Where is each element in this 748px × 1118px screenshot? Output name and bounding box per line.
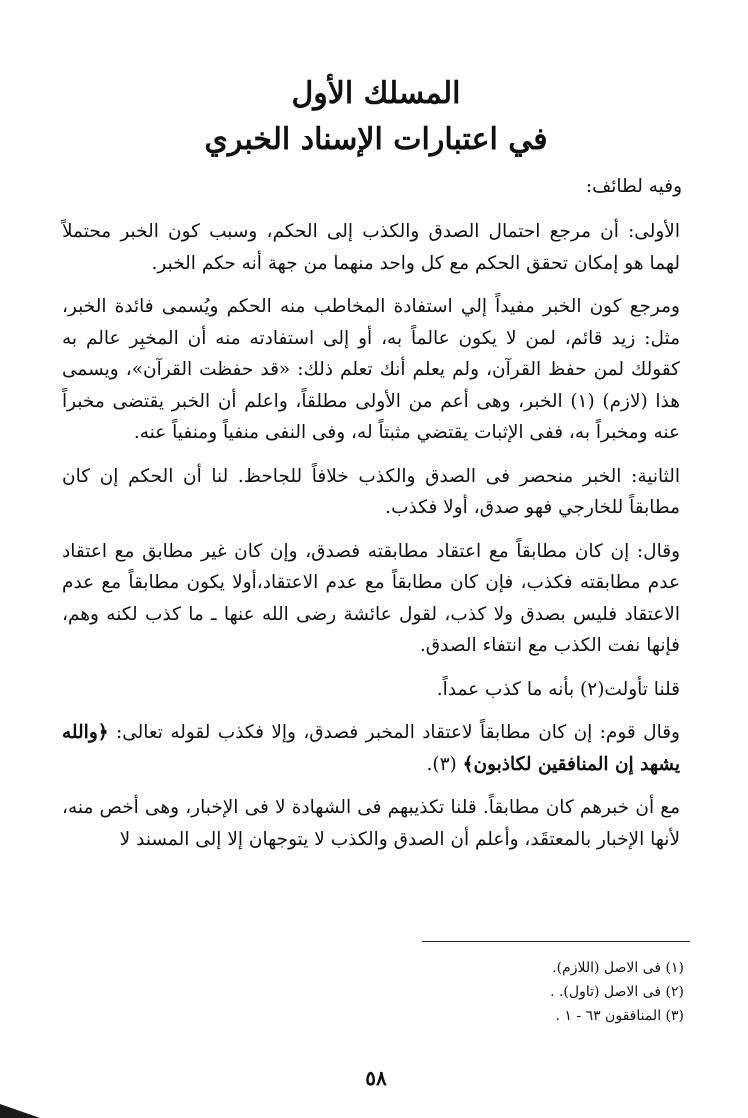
main-text (62, 172, 690, 867)
paragraph-1: الأولى: أن مرجع احتمال الصدق والكذب إلى الحكم، وسبب كون الخبر محتملاً لهما هو إمكان تحقق الحكم مع كل واحد منهما من جهة أنه حكم الخبر. (62, 221, 680, 274)
footnote-1: (١) فى الاصل (اللازم). (552, 960, 684, 976)
paragraph-4: وقال: إن كان مطابقاً مع اعتقاد مطابقته فصدق، وإن كان غير مطابق مع اعتقاد عدم مطابقته فكذب، فإن كان مطابقاً مع عدم الاعتقاد،أولا يكون مطابقاً مع عدم الاعتقاد فليس بصدق ولا كذب، لقول عائشة رضى الله عنها ـ ما كذب لكنه وهم، فإنها نفت الكذب مع انتفاء الصدق. (62, 540, 680, 656)
page-edge-shadow (0, 1104, 40, 1118)
paragraph-3: الثانية: الخبر منحصر فى الصدق والكذب خلافاً للجاحظ. لنا أن الحكم إن كان مطابقاً للخارجي فهو صدق، أولا فكذب. (62, 465, 680, 518)
page-number: ٥٨ (365, 1066, 387, 1090)
paragraph-2: ومرجع كون الخبر مفيداً إلي استفادة المخاطب منه الحكم ويُسمى فائدة الخبر، مثل: زيد قائم، لمن لا يكون عالماً به، أو إلى استفادته منه أن المخبِر عالم به كقولك لمن حفظ القرآن، ولم يعلم أنك تعلم ذلك: «قد حفظت القرآن»، ويسمى هذا (لازم) (١) الخبر، وهى أعم من الأولى مطلقاً، واعلم أن الخبر يقتضى مخبراً عنه ومخبراً به، ففى الإثبات يقتضي مثبتاً له، وفى النفى منفياً ومنفياً عنه. (62, 296, 680, 443)
footnote-divider (422, 941, 690, 942)
paragraph-6-text: وقال قوم: إن كان مطابقاً لاعتقاد المخبر فصدق، وإلا فكذب لقوله تعالى: (108, 722, 680, 743)
paragraph-5: قلنا تأولت(٢) بأنه ما كذب عمداً. (436, 678, 680, 700)
paragraph-6-tail: (٣). (426, 753, 463, 775)
chapter-title: المسلك الأول (291, 76, 461, 111)
footnote-3: (٣) المنافقون ٦٣ - ١ . (555, 1008, 684, 1024)
quran-quote: ﴿والله يشهد إن المنافقين لكاذبون﴾ (62, 722, 680, 775)
book-page (62, 0, 690, 1118)
chapter-subtitle: في اعتبارات الإسناد الخبري (204, 122, 548, 157)
intro-line: وفيه لطائف: (585, 176, 682, 197)
paragraph-6 (62, 717, 690, 780)
paragraph-7: مع أن خبرهم كان مطابقاً. قلنا تكذيبهم فى الشهادة لا فى الإخبار، وهى أخص منه، لأنها الإخبار بالمعتقَد، وأعلم أن الصدق والكذب لا يتوجهان إلا إلى المسند لا (62, 797, 680, 850)
footnotes (550, 956, 684, 1028)
footnote-2: (٢) فى الاصل (تاول). . (550, 984, 684, 1000)
